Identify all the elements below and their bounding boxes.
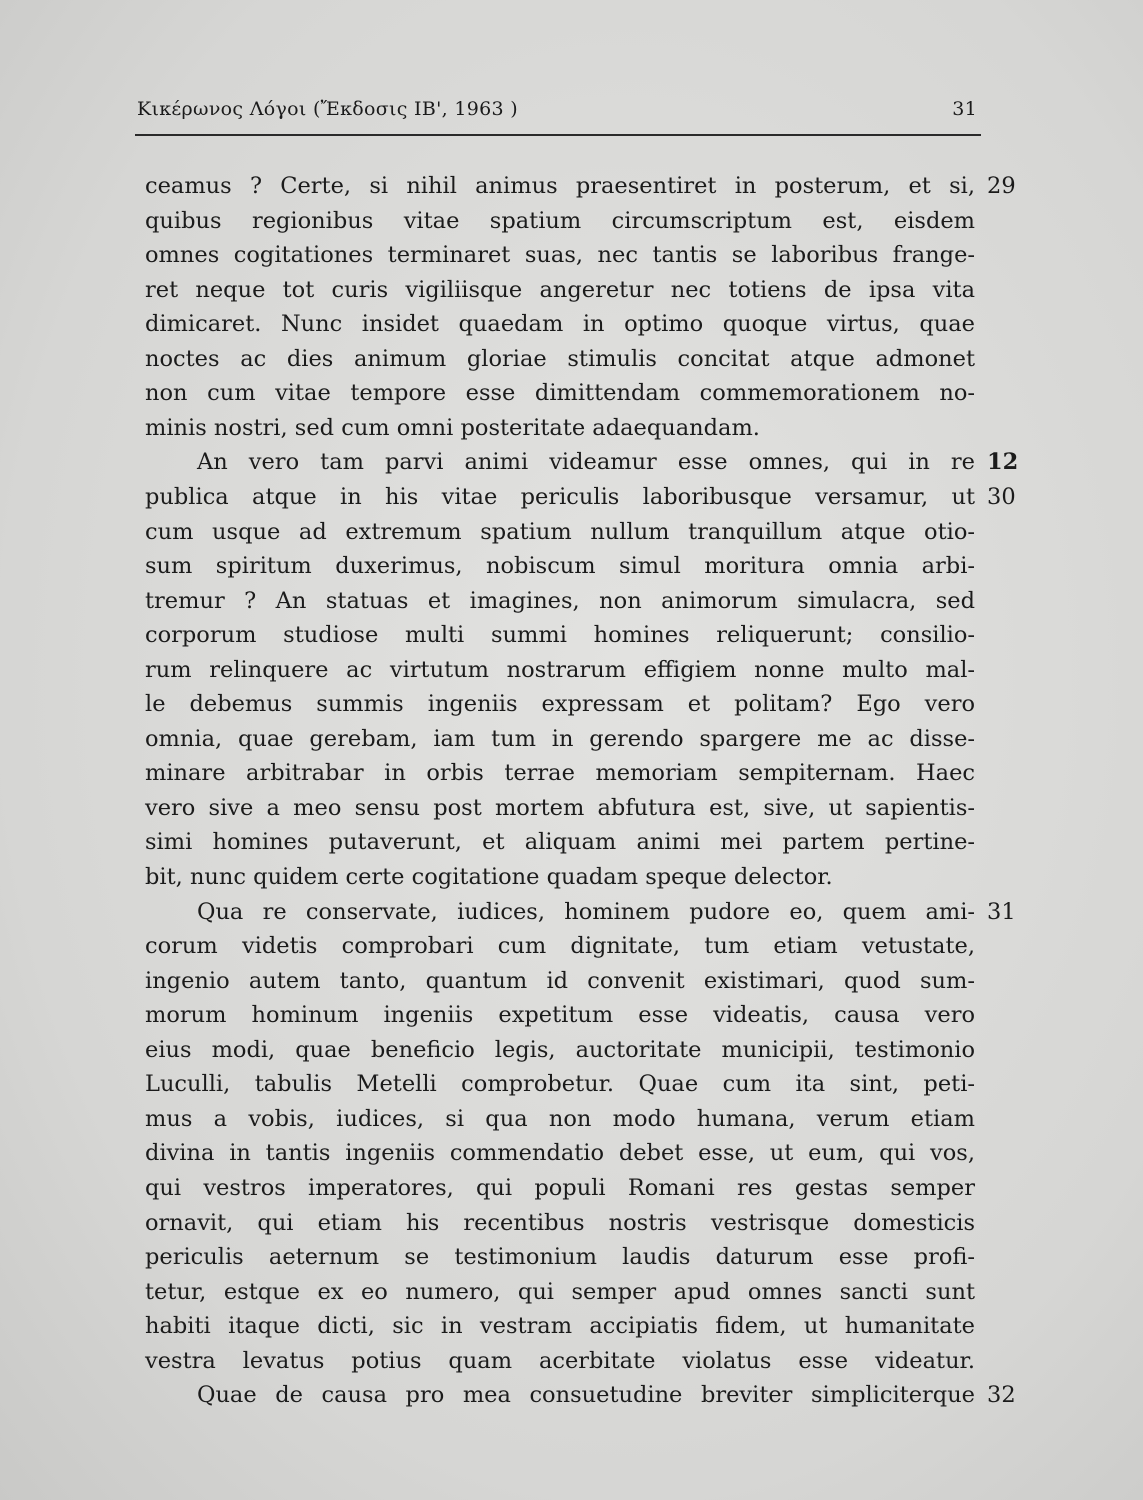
text-line-content: bit, nunc quidem certe cogitatione quadam speque delector. <box>145 864 833 890</box>
text-line-content: simi homines putaverunt, et aliquam animi mei partem pertine- <box>145 829 975 856</box>
text-line <box>145 515 975 549</box>
text-line-content: morum hominum ingeniis expetitum esse videatis, causa vero <box>145 1002 975 1029</box>
text-line <box>145 411 975 445</box>
text-line-content: qui vestros imperatores, qui populi Romani res gestas semper <box>145 1174 975 1201</box>
text-line <box>145 964 975 998</box>
text-line <box>145 929 975 963</box>
text-line-content: tremur ? An statuas et imagines, non animorum simulacra, sed <box>145 587 975 614</box>
text-line <box>145 307 975 341</box>
text-line-content: dimicaret. Nunc insidet quaedam in optimo quoque virtus, quae <box>145 311 975 338</box>
text-line <box>145 1240 975 1274</box>
text-line <box>145 895 975 929</box>
text-line-content: minis nostri, sed cum omni posteritate adaequandam. <box>145 414 760 441</box>
text-line-content: Qua re conservate, iudices, hominem pudore eo, quem ami- <box>197 898 975 925</box>
text-line-content: omnes cogitationes terminaret suas, nec tantis se laboribus frange- <box>145 242 975 269</box>
text-line <box>145 169 975 203</box>
text-line-content: mus a vobis, iudices, si qua non modo humana, verum etiam <box>145 1105 975 1132</box>
text-line <box>145 238 975 272</box>
text-line <box>145 480 975 514</box>
text-line <box>145 825 975 859</box>
text-line <box>145 1309 975 1343</box>
text-line-content: Luculli, tabulis Metelli comprobetur. Quae cum ita sint, peti- <box>145 1071 975 1098</box>
text-line <box>145 998 975 1032</box>
text-line-content: An vero tam parvi animi videamur esse omnes, qui in re <box>197 449 975 476</box>
text-line <box>145 1171 975 1205</box>
text-line <box>145 1344 975 1378</box>
text-line <box>145 273 975 307</box>
text-line-content: minare arbitrabar in orbis terrae memoriam sempiternam. Haec <box>145 760 975 787</box>
margin-section-number: 29 <box>987 173 1016 199</box>
text-line <box>145 791 975 825</box>
text-line <box>145 1206 975 1240</box>
text-line-content: ingenio autem tanto, quantum id convenit existimari, quod sum- <box>145 967 975 994</box>
text-line-content: publica atque in his vitae periculis laboribusque versamur, ut <box>145 483 975 510</box>
text-line <box>145 687 975 721</box>
text-line <box>145 1378 975 1412</box>
text-line-content: ceamus ? Certe, si nihil animus praesentiret in posterum, et si, <box>145 173 975 199</box>
text-line <box>145 756 975 790</box>
text-line-content: divina in tantis ingeniis commendatio debet esse, ut eum, qui vos, <box>145 1140 975 1167</box>
text-line-content: habiti itaque dicti, sic in vestram accipiatis fidem, ut humanitate <box>145 1313 975 1340</box>
text-line <box>145 1067 975 1101</box>
margin-section-number: 30 <box>987 483 1016 510</box>
text-line-content: periculis aeternum se testimonium laudis daturum esse profi- <box>145 1244 975 1271</box>
text-line-content: rum relinquere ac virtutum nostrarum effigiem nonne multo mal- <box>145 656 975 683</box>
text-line-content: quibus regionibus vitae spatium circumscriptum est, eisdem <box>145 207 975 234</box>
text-line <box>145 860 975 894</box>
header-title: Κικέρωνος Λόγοι (Ἔκδοσις ΙΒ', 1963 ) <box>137 98 518 120</box>
margin-section-number: 31 <box>987 898 1016 925</box>
text-line <box>145 445 975 479</box>
text-line-content: ret neque tot curis vigiliisque angeretur nec totiens de ipsa vita <box>145 276 975 303</box>
text-line-content: corporum studiose multi summi homines reliquerunt; consilio- <box>145 622 975 649</box>
text-line-content: omnia, quae gerebam, iam tum in gerendo spargere me ac disse- <box>145 725 975 752</box>
text-line-content: vestra levatus potius quam acerbitate violatus esse videatur. <box>145 1347 975 1374</box>
text-line-content: corum videtis comprobari cum dignitate, tum etiam vetustate, <box>145 933 975 960</box>
text-line <box>145 653 975 687</box>
text-line-content: le debemus summis ingeniis expressam et politam? Ego vero <box>145 691 975 718</box>
text-line-content: noctes ac dies animum gloriae stimulis concitat atque admonet <box>145 345 975 372</box>
running-header <box>137 98 977 128</box>
text-line <box>145 584 975 618</box>
text-line-content: vero sive a meo sensu post mortem abfutura est, sive, ut sapientis- <box>145 794 975 821</box>
margin-section-number: 32 <box>987 1382 1016 1409</box>
margin-section-number: 12 <box>987 449 1019 476</box>
text-line <box>145 549 975 583</box>
text-line-content: tetur, estque ex eo numero, qui semper apud omnes sancti sunt <box>145 1278 975 1305</box>
header-rule <box>135 134 981 136</box>
text-line <box>145 204 975 238</box>
text-line <box>145 376 975 410</box>
text-line-content: eius modi, quae beneficio legis, auctoritate municipii, testimonio <box>145 1036 975 1063</box>
text-line <box>145 1102 975 1136</box>
text-line <box>145 1275 975 1309</box>
text-line-content: cum usque ad extremum spatium nullum tranquillum atque otio- <box>145 518 975 545</box>
text-line-content: Quae de causa pro mea consuetudine breviter simpliciterque <box>197 1382 975 1409</box>
text-line <box>145 342 975 376</box>
text-line-content: non cum vitae tempore esse dimittendam commemorationem no- <box>145 380 975 407</box>
text-line <box>145 722 975 756</box>
text-line <box>145 618 975 652</box>
text-line-content: ornavit, qui etiam his recentibus nostris vestrisque domesticis <box>145 1209 975 1236</box>
page-number: 31 <box>952 98 977 120</box>
text-line-content: sum spiritum duxerimus, nobiscum simul moritura omnia arbi- <box>145 553 975 580</box>
text-line <box>145 1033 975 1067</box>
text-line <box>145 1136 975 1170</box>
